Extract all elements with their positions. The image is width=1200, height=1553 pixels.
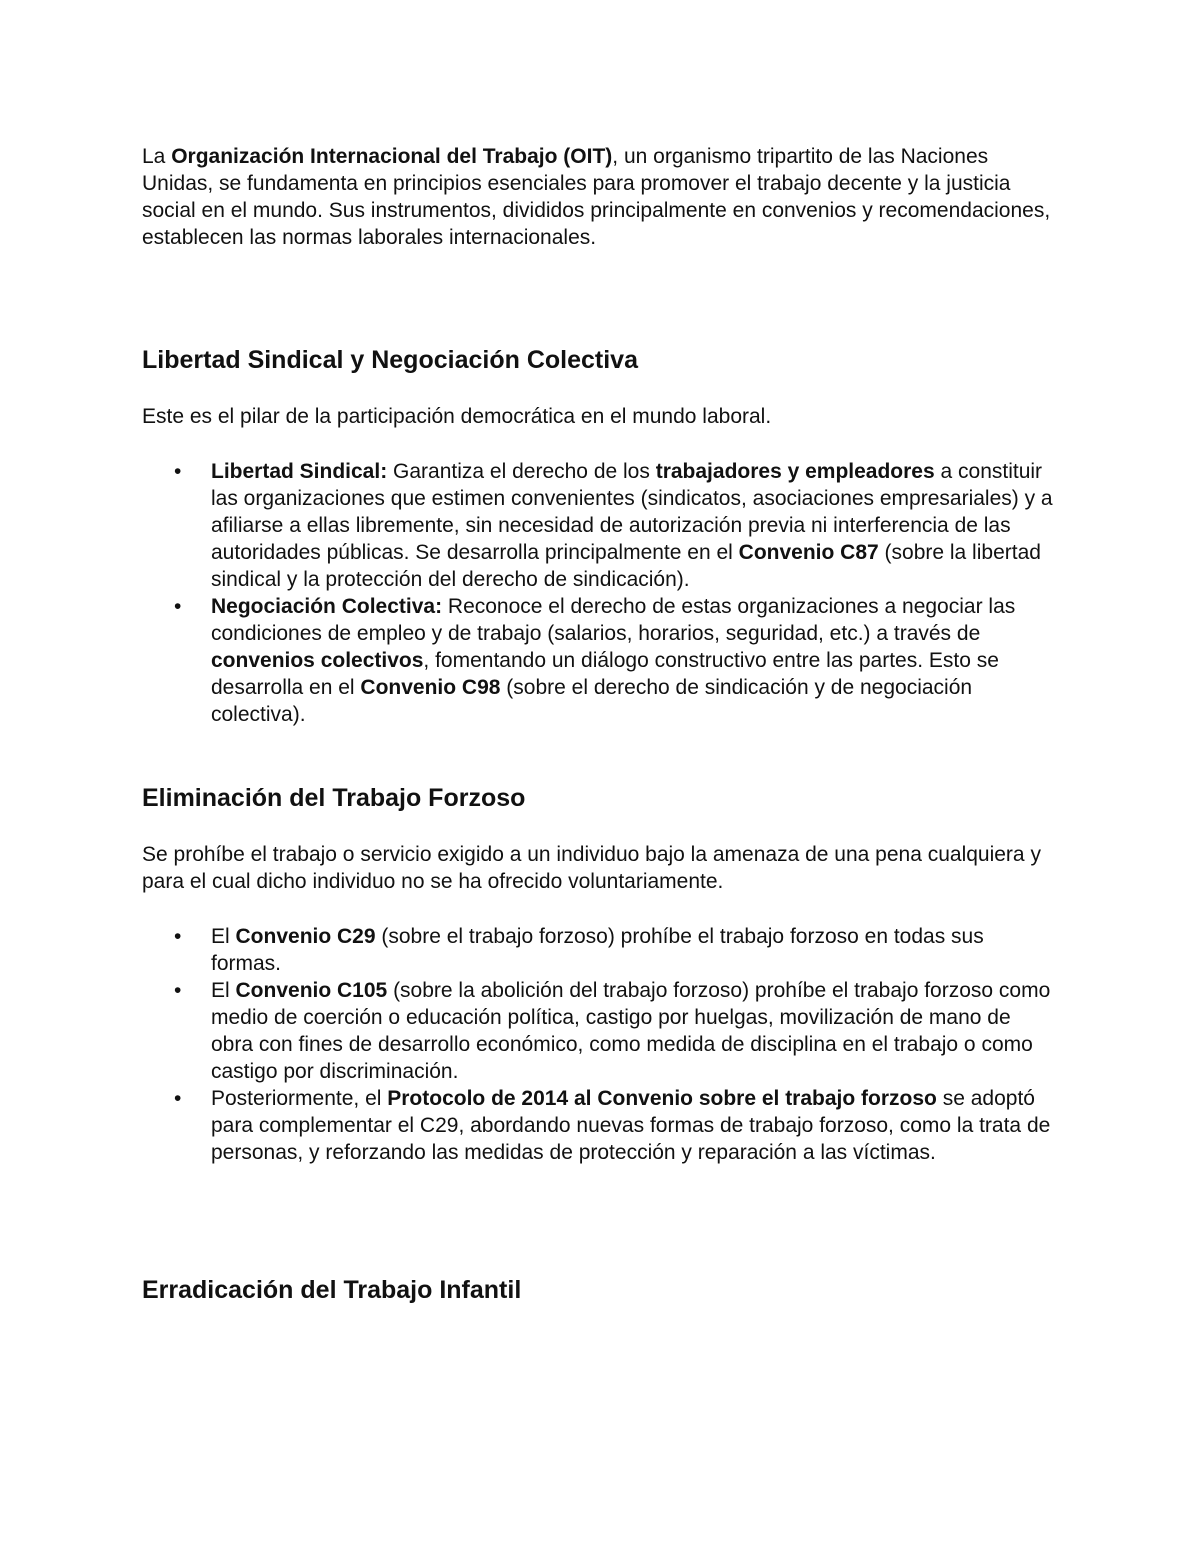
item-text: (sobre la abolición del trabajo forzoso) prohíbe el trabajo forzoso como medio de coerción o educación política, castigo por huelgas, movilización de mano de obra con fines de desarrollo económico, como medida de disciplina en el trabajo o como castigo por discriminación. [211, 979, 1051, 1083]
intro-paragraph [142, 143, 1062, 251]
list-item [142, 977, 1057, 1085]
section1-list [142, 458, 1062, 728]
item-bold: Convenio C105 [235, 979, 388, 1002]
item-text: El [211, 925, 236, 948]
list-item [142, 458, 1057, 593]
item-bold: convenios colectivos [211, 649, 424, 672]
item-text: Posteriormente, el [211, 1087, 388, 1110]
item-text: El [211, 979, 236, 1002]
section1-lead: Este es el pilar de la participación democrática en el mundo laboral. [142, 405, 772, 428]
item-bold: Protocolo de 2014 al Convenio sobre el trabajo forzoso [387, 1087, 937, 1110]
section-heading-libertad-sindical: Libertad Sindical y Negociación Colectiva [142, 346, 638, 374]
item-text: Reconoce el derecho de estas organizaciones a negociar las condiciones de empleo y de trabajo (salarios, horarios, seguridad, etc.) a través de [211, 595, 1016, 645]
item-text: se adoptó para complementar el C29, abordando nuevas formas de trabajo forzoso, como la trata de personas, y reforzando las medidas de protección y reparación a las víctimas. [211, 1087, 1051, 1164]
intro-org-name: Organización Internacional del Trabajo (OIT) [171, 145, 613, 168]
list-item [142, 1085, 1057, 1166]
item-bold: trabajadores y empleadores [655, 460, 935, 483]
item-label: Libertad Sindical: [211, 460, 388, 483]
list-item [142, 923, 1057, 977]
item-bold: Convenio C87 [738, 541, 879, 564]
section-heading-trabajo-forzoso: Eliminación del Trabajo Forzoso [142, 784, 526, 812]
intro-rest: , un organismo tripartito de las Naciones Unidas, se fundamenta en principios esenciales para promover el trabajo decente y la justicia social en el mundo. Sus instrumentos, divididos principalmente en convenios y recomendaciones, establecen las normas laborales internacionales. [142, 145, 1051, 249]
list-item [142, 593, 1057, 728]
section2-lead: Se prohíbe el trabajo o servicio exigido a un individuo bajo la amenaza de una pena cualquiera y para el cual dicho individuo no se ha ofrecido voluntariamente. [142, 843, 1041, 893]
section2-list [142, 923, 1062, 1166]
item-bold: Convenio C29 [235, 925, 376, 948]
item-text: (sobre el derecho de sindicación y de negociación colectiva). [211, 676, 973, 726]
item-bold: Convenio C98 [360, 676, 501, 699]
intro-prefix: La [142, 145, 172, 168]
item-text: a constituir las organizaciones que estimen convenientes (sindicatos, asociaciones empresariales) y a afiliarse a ellas libremente, sin necesidad de autorización previa ni interferencia de las autoridades públicas. Se desarrolla principalmente en el [211, 460, 1053, 564]
item-text: , fomentando un diálogo constructivo entre las partes. Esto se desarrolla en el [211, 649, 999, 699]
section-heading-trabajo-infantil: Erradicación del Trabajo Infantil [142, 1276, 522, 1304]
item-text: (sobre el trabajo forzoso) prohíbe el trabajo forzoso en todas sus formas. [211, 925, 984, 975]
item-label: Negociación Colectiva: [211, 595, 443, 618]
item-text: Garantiza el derecho de los [387, 460, 656, 483]
item-text: (sobre la libertad sindical y la protección del derecho de sindicación). [211, 541, 1041, 591]
